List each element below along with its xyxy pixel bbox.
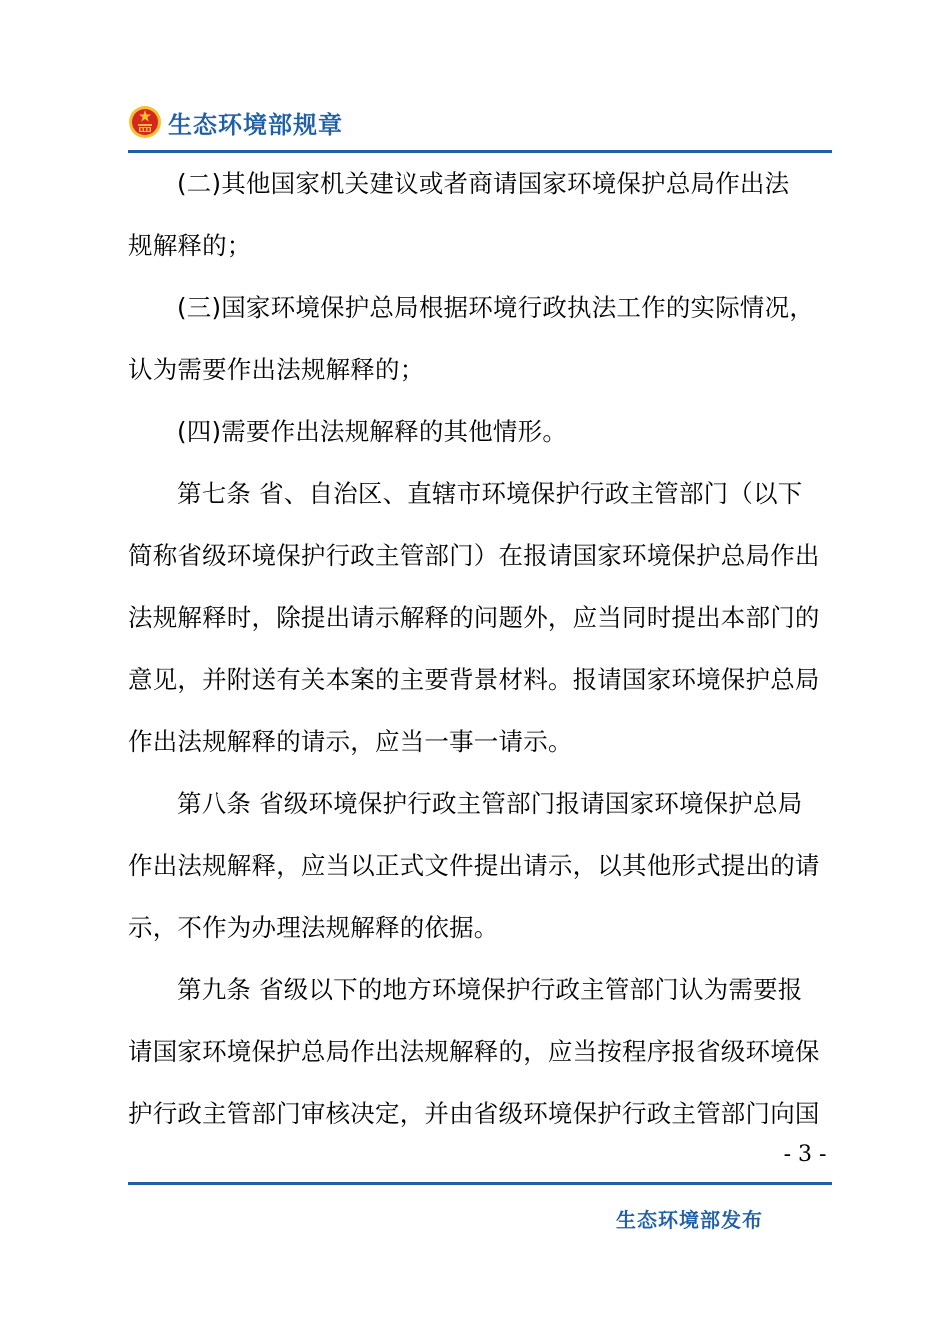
text-line: (四)需要作出法规解释的其他情形。 [177, 417, 568, 446]
header-title: 生态环境部规章 [168, 110, 343, 139]
text-line: 示，不作为办理法规解释的依据。 [128, 913, 499, 942]
text-line: 第八条 省级环境保护行政主管部门报请国家环境保护总局 [177, 789, 803, 818]
text-line: (三)国家环境保护总局根据环境行政执法工作的实际情况， [177, 293, 815, 322]
text-line: 作出法规解释，应当以正式文件提出请示，以其他形式提出的请 [128, 851, 820, 880]
text-line: 第七条 省、自治区、直辖市环境保护行政主管部门（以下 [177, 479, 803, 508]
text-line: 简称省级环境保护行政主管部门）在报请国家环境保护总局作出 [128, 541, 820, 570]
document-header [128, 100, 343, 144]
text-line: 意见，并附送有关本案的主要背景材料。报请国家环境保护总局 [128, 665, 820, 694]
page-number: - 3 - [783, 1142, 827, 1167]
text-line: 规解释的； [128, 231, 252, 260]
national-emblem-icon [128, 105, 162, 139]
footer-publisher: 生态环境部发布 [616, 1208, 763, 1232]
article-8 [128, 773, 832, 959]
paragraph [128, 277, 832, 401]
text-line: 第九条 省级以下的地方环境保护行政主管部门认为需要报 [177, 975, 803, 1004]
text-line: 护行政主管部门审核决定，并由省级环境保护行政主管部门向国 [128, 1099, 820, 1128]
document-body [128, 153, 832, 1145]
text-line: 作出法规解释的请示，应当一事一请示。 [128, 727, 573, 756]
text-line: (二)其他国家机关建议或者商请国家环境保护总局作出法 [177, 169, 790, 198]
text-line: 请国家环境保护总局作出法规解释的，应当按程序报省级环境保 [128, 1037, 820, 1066]
text-line: 法规解释时，除提出请示解释的问题外，应当同时提出本部门的 [128, 603, 820, 632]
footer-divider [128, 1182, 832, 1185]
article-9 [128, 959, 832, 1145]
article-7 [128, 463, 832, 773]
text-line: 认为需要作出法规解释的； [128, 355, 425, 384]
paragraph [128, 153, 832, 277]
paragraph [128, 401, 832, 463]
